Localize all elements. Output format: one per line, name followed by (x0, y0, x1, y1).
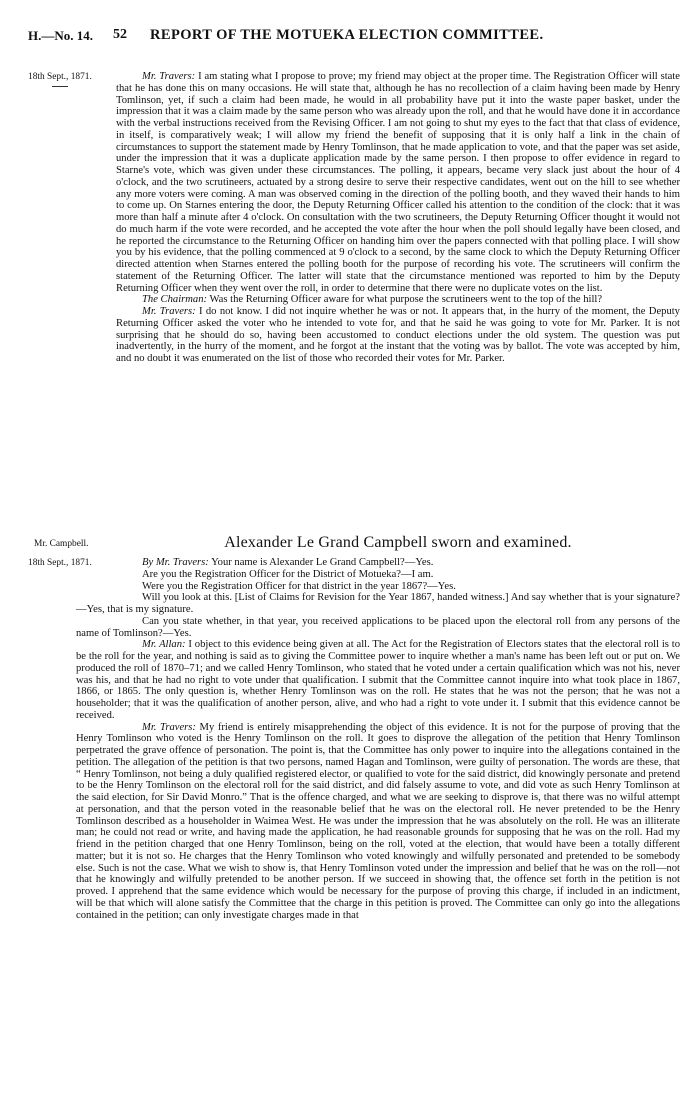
paragraph-text: I am stating what I propose to prove; my friend may object at the proper time. The Registration Officer will state that he has done this on many occasions. He will state that, although he has no recollection of a claim having been made by Henry Tomlinson, yet, if such a claim had been made, he would in all probability have put it into the waste paper basket, under the impression that it was a claim made by the same person who was already upon the roll, and that he would have done it in accordance with the verbal instructions received from the Revising Officer. I am not going to shut my eyes to the fact that that class of evidence, in itself, is comparatively weak; I will allow my friend the benefit of supposing that it is only half a link in the chain of circumstances to support the statement made by Henry Tomlinson, that he made application to vote, and that the paper was set aside, under the impression that it was a duplicate application made by the same person. I then propose to offer evidence in regard to Starne's vote, which was given under these circumstances. The polling, it appears, became very slack just about the hour of 4 o'clock, and the two scrutineers, actuated by a strong desire to serve their respective candidates, went out on the hill to see whether any more voters were coming. A man was observed coming in the direction of the polling booth, and they waved their hands to him to come up. On Starnes entering the door, the Deputy Returning Officer called his attention to the condition of the clock: that it was more than half a minute after 4 o'clock. On consultation with the two scrutineers, the Deputy Returning Officer thought it would not do much harm if the vote were recorded, and he accepted the vote after the hour when the poll should legally have been closed, and he reported the circumstance to the Returning Officer on handing him over the papers connected with that polling place. I will show you by his evidence, that the polling commenced at 9 o'clock to a second, by the same clock to which the Deputy Returning Officer directed attention when Starnes entered the polling booth for the purpose of recording his vote. The scrutineers will confirm the statement of the Returning Officer. The latter will state that the circumstance mentioned was reported to him by the Deputy Returning Officer when they went over the roll, in order to determine that there were no duplicate votes on the list. (116, 71, 680, 294)
speaker-label: Mr. Travers: (142, 721, 196, 733)
paragraph-travers-3 (76, 722, 680, 922)
paragraph-text: Was the Returning Officer aware for what purpose the scrutineers went to the top of the hill? (209, 294, 603, 306)
paragraph-text: I object to this evidence being given at all. The Act for the Registration of Electors states that the electoral roll is to be the roll for the year, and nothing is said as to giving the Committee power to inquire whether a man's name has been left out or put on. We produced the roll of 1870–71; and we called Henry Tomlinson, who stated that he voted under a certain qualification which was not his, never was his, and that he had no right to vote under that qualification. I submit that the Committee cannot inquire into what took place in 1867, 1866, or 1865. The only question is, whether Henry Tomlinson was on the roll. He states that he was not the person; that he was not a householder; that it was the qualification of another person, alive, and who had a right to vote under it. I submit that this evidence cannot be received. (76, 639, 681, 721)
testimony-section-1 (116, 71, 680, 365)
paragraph-travers-2 (116, 306, 680, 365)
speaker-label: Mr. Allan: (142, 639, 186, 651)
speaker-label: The Chairman: (142, 294, 208, 306)
paragraph-text: I do not know. I did not inquire whether he was or not. It appears that, in the hurry of the moment, the Deputy Returning Officer asked the voter who he intended to vote for, and that he said he was going to vote for Mr. Parker. It is not surprising that he should do so, having been accustomed to conduct elections under the old system. The question was put inadvertently, in the hurry of the moment, and he forgot at the instant that the voting was by ballot. The vote was accepted by him, and no doubt it was enumerated on the list of those who recorded their votes for Mr. Parker. (116, 306, 680, 364)
speaker-label: Mr. Travers: (142, 71, 196, 82)
question-1 (116, 557, 680, 569)
question-2: Are you the Registration Officer for the District of Motueka?—I am. (142, 568, 434, 580)
margin-date-1: 18th Sept., 1871. (28, 72, 92, 82)
paper-reference: H.—No. 14. (28, 28, 93, 43)
question-4: Will you look at this. [List of Claims for Revision for the Year 1867, handed witness.] And say whether that is your signature?—Yes, that is my signature. (76, 592, 680, 615)
margin-date-2: 18th Sept., 1871. (28, 558, 92, 568)
margin-witness-name: Mr. Campbell. (34, 539, 89, 549)
paragraph-text: Your name is Alexander Le Grand Campbell?—Yes. (211, 557, 434, 568)
speaker-label: By Mr. Travers: (142, 557, 209, 568)
page-number: 52 (113, 27, 127, 42)
question-3: Were you the Registration Officer for that district in the year 1867?—Yes. (142, 580, 456, 592)
margin-dash (52, 86, 68, 87)
page-header (28, 26, 674, 46)
question-5: Can you state whether, in that year, you received applications to be placed upon the electoral roll from any persons of the name of Tomlinson?—Yes. (76, 615, 680, 639)
paragraph-text: My friend is entirely misapprehending the object of this evidence. It is not for the purpose of proving that the Henry Tomlinson who voted is the Henry Tomlinson on the roll. It goes to disprove the allegation of the petition that Henry Tomlinson perpetrated the grave offence of personation. The point is, that the Committee has only power to inquire into the allegations contained in the petition. The allegation of the petition is that two persons, named Hagan and Tomlinson, were guilty of personation. The words are these, that “ Henry Tomlinson, not being a duly qualified registered elector, or qualified to vote for the said district, did knowingly personate and pretend to be the Henry Tomlinson on the electoral roll for the said district, and did falsely assume to vote, and did vote as such Henry Tomlinson at the said election, for Sir David Monro.” That is the offence charged, and what we are seeking to disprove is, that there was no wilful attempt at personation, and that the person voted in the reasonable belief that he was on the electoral roll. He never pretended to be the Henry Tomlinson described as a householder in Waimea West. He was under the impression that he was absolutely on the roll. He was an illiterate man; he could not read or write, and having made the application, he had reasonable grounds for supposing that he was on the roll. Had my friend in the petition charged that one Henry Tomlinson, being on the roll, voted at the election, that would have been a totally different matter; but it is not so. He charges that the Henry Tomlinson who voted knowingly and wilfully personated and pretended to be somebody else. Such is not the case. What we wish to show is, that Henry Tomlinson voted under the impression and belief that he was on the roll—not that he knowingly and wilfully pretended to be another person. If we succeed in showing that, the offence set forth in the petition is not proved. I apprehend that the same evidence which would be necessary for the purpose of proving this charge, if included in an indictment, will be that which will alone satisfy the Committee that the charge in this petition is proved. The Committee can only go into the allegations contained in the petition; can only investigate charges made in that (76, 721, 680, 921)
testimony-section-2 (76, 557, 681, 921)
paragraph-allan (76, 639, 680, 721)
paragraph-travers-1 (116, 71, 680, 294)
paragraph-chairman (116, 294, 680, 306)
witness-heading: Alexander Le Grand Campbell sworn and examined. (224, 534, 572, 551)
speaker-label: Mr. Travers: (142, 306, 196, 317)
running-title: REPORT OF THE MOTUEKA ELECTION COMMITTEE. (150, 27, 544, 43)
